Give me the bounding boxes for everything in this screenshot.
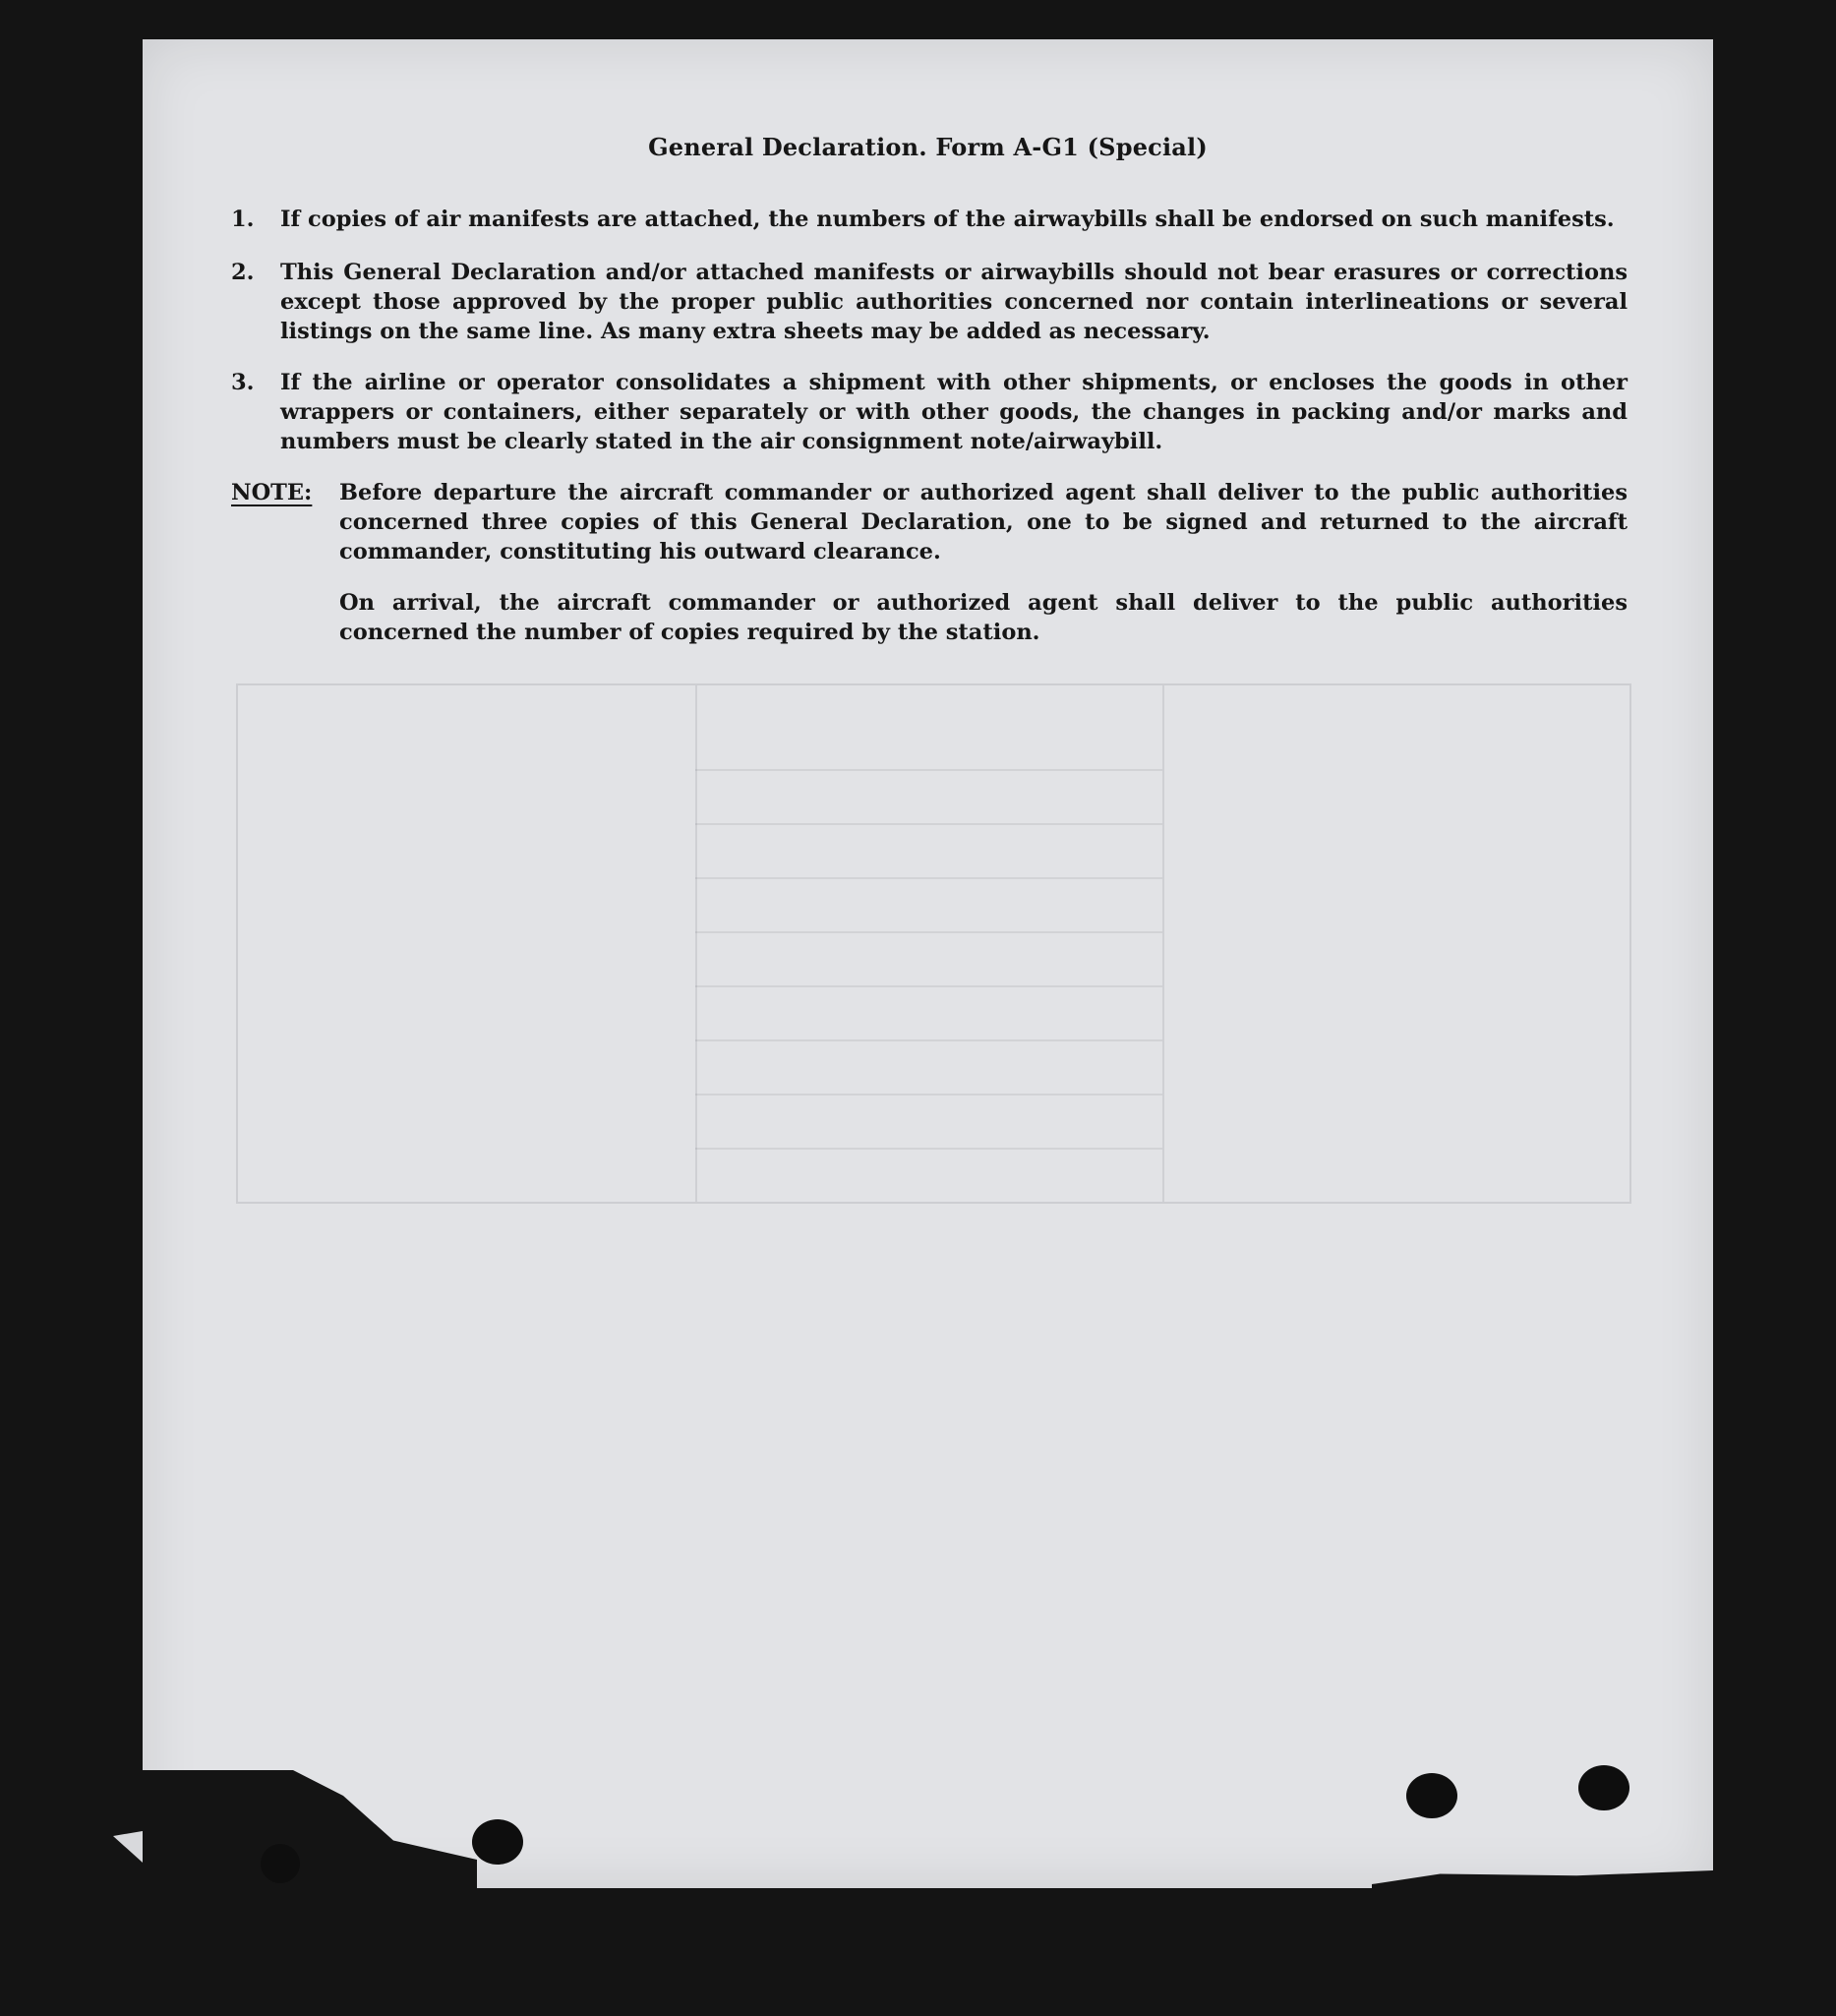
- bleed-through-rule: [695, 823, 1162, 825]
- torn-edge: [1372, 1864, 1713, 1898]
- bleed-through-divider: [695, 685, 697, 1202]
- item-text: This General Declaration and/or attached manifests or airwaybills should not bear erasures or corrections except those approved by the proper public authorities concerned nor contain interlineations or several listings on the same line. As many extra sheets may be added as necessary.: [280, 260, 1628, 344]
- item-number: 1.: [231, 207, 255, 232]
- instruction-item-3: [231, 368, 1628, 456]
- bleed-through-divider: [1162, 685, 1164, 1202]
- punch-hole: [261, 1844, 300, 1883]
- punch-hole: [1578, 1765, 1629, 1810]
- bleed-through-rule: [695, 1094, 1162, 1096]
- note-paragraph: On arrival, the aircraft commander or authorized agent shall deliver to the public authorities concerned the number of copies required by the station.: [339, 590, 1628, 645]
- punch-hole: [472, 1819, 523, 1865]
- item-number: 3.: [231, 370, 255, 395]
- bleed-through-rule: [695, 985, 1162, 987]
- item-text: If copies of air manifests are attached, the numbers of the airwaybills shall be endorsed on such manifests.: [280, 207, 1615, 232]
- document-title: General Declaration. Form A-G1 (Special): [648, 133, 1208, 161]
- item-text: If the airline or operator consolidates a shipment with other shipments, or encloses the goods in other wrappers or containers, either separately or with other goods, the changes in packing and/or marks and numbers must be clearly stated in the air consignment note/airwaybill.: [280, 370, 1628, 454]
- bleed-through-table: [236, 683, 1631, 1204]
- bleed-through-rule: [695, 1039, 1162, 1041]
- bleed-through-rule: [695, 769, 1162, 771]
- punch-hole: [1406, 1773, 1457, 1818]
- document-page: [143, 39, 1713, 1888]
- bleed-through-rule: [695, 1148, 1162, 1150]
- note-paragraph: Before departure the aircraft commander or authorized agent shall deliver to the public authorities concerned three copies of this General Declaration, one to be signed and returned to the aircraft commander, constituting his outward clearance.: [339, 480, 1628, 564]
- instruction-item-2: [231, 258, 1628, 346]
- note-label: NOTE:: [231, 480, 313, 505]
- note-block: [231, 478, 1628, 647]
- bleed-through-rule: [695, 931, 1162, 933]
- torn-edge: [143, 1770, 477, 1898]
- bleed-through-rule: [695, 877, 1162, 879]
- item-number: 2.: [231, 260, 255, 285]
- instruction-item-1: [231, 205, 1628, 234]
